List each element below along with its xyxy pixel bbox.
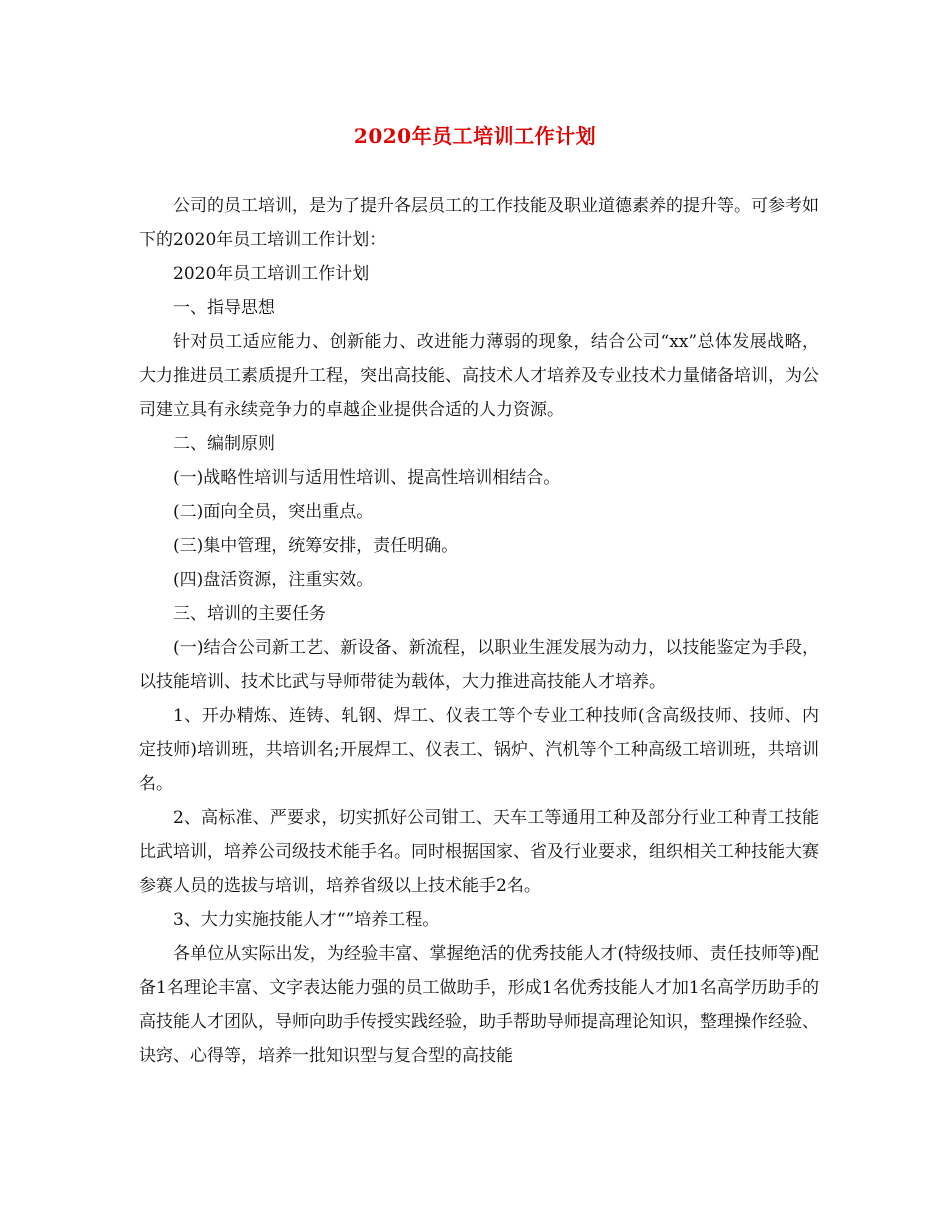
- task-item-2: 2、高标准、严要求，切实抓好公司钳工、天车工等通用工种及部分行业工种青工技能比武培训，培养公司级技术能手名。同时根据国家、省及行业要求，组织相关工种技能大赛参赛人员的选拔与培训，培养省级以上技术能手2名。: [139, 808, 819, 896]
- section-heading-principles: 二、编制原则: [173, 434, 275, 454]
- plan-heading: 2020年员工培训工作计划: [173, 264, 370, 284]
- task-paragraph-1: (一)结合公司新工艺、新设备、新流程，以职业生涯发展为动力，以技能鉴定为手段，以技能培训、技术比武与导师带徒为载体，大力推进高技能人才培养。: [139, 638, 819, 692]
- principle-item-1: (一)战略性培训与适用性培训、提高性培训相结合。: [173, 468, 561, 488]
- document-body: [139, 189, 819, 1073]
- task-item-1: 1、开办精炼、连铸、轧钢、焊工、仪表工等个专业工种技师(含高级技师、技师、内定技师)培训班，共培训名;开展焊工、仪表工、锅炉、汽机等个工种高级工培训班，共培训名。: [139, 706, 819, 794]
- principle-item-4: (四)盘活资源，注重实效。: [173, 570, 374, 590]
- task-detail-paragraph: 各单位从实际出发，为经验丰富、掌握绝活的优秀技能人才(特级技师、责任技师等)配备1名理论丰富、文字表达能力强的员工做助手，形成1名优秀技能人才加1名高学历助手的高技能人才团队，导师向助手传授实践经验，助手帮助导师提高理论知识，整理操作经验、诀窍、心得等，培养一批知识型与复合型的高技能: [139, 944, 819, 1066]
- section-heading-guiding-thought: 一、指导思想: [173, 298, 275, 318]
- document-title: 2020年员工培训工作计划: [353, 124, 597, 148]
- principle-item-2: (二)面向全员，突出重点。: [173, 502, 374, 522]
- principle-item-3: (三)集中管理，统筹安排，责任明确。: [173, 536, 459, 556]
- intro-paragraph: 公司的员工培训，是为了提升各层员工的工作技能及职业道德素养的提升等。可参考如下的2020年员工培训工作计划：: [139, 196, 819, 250]
- guiding-thought-paragraph: 针对员工适应能力、创新能力、改进能力薄弱的现象，结合公司“xx”总体发展战略，大力推进员工素质提升工程，突出高技能、高技术人才培养及专业技术力量储备培训，为公司建立具有永续竞争力的卓越企业提供合适的人力资源。: [139, 332, 819, 420]
- task-item-3: 3、大力实施技能人才“”培养工程。: [173, 910, 440, 930]
- section-heading-main-tasks: 三、培训的主要任务: [173, 604, 326, 624]
